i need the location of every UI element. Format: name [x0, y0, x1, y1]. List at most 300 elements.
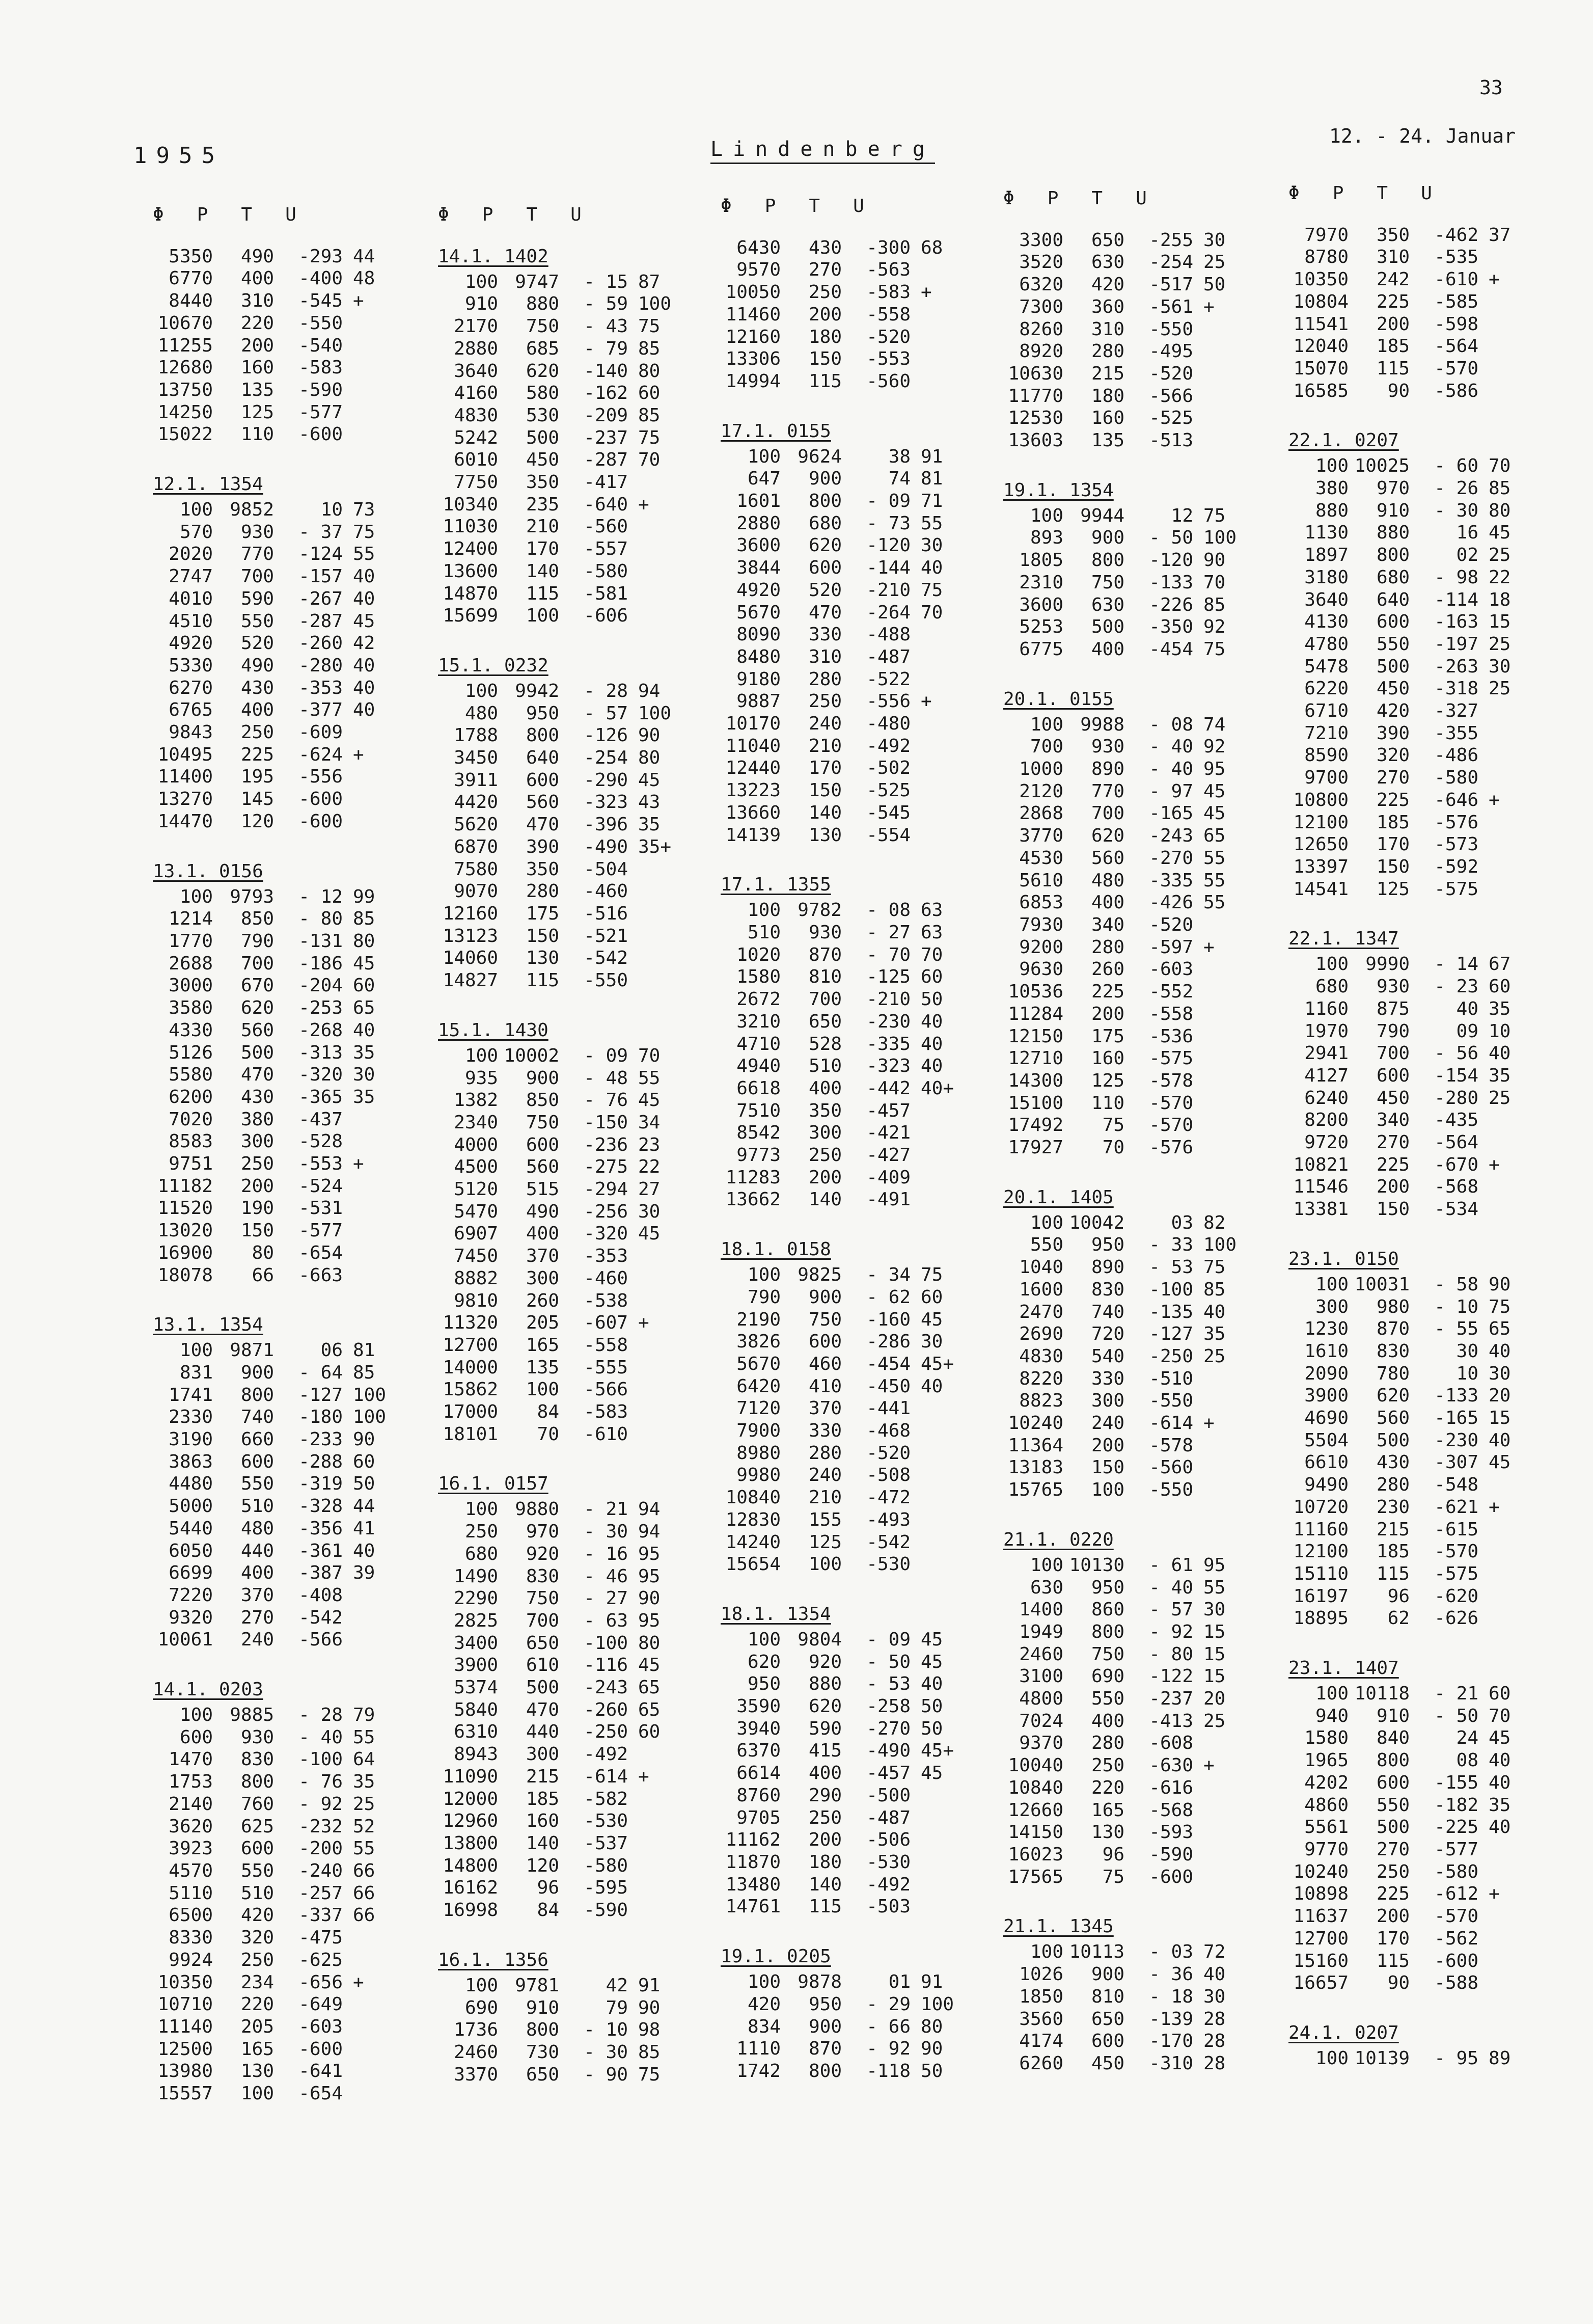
- data-cell: [1478, 313, 1514, 336]
- data-row: [438, 747, 664, 769]
- data-cell: 12830: [725, 1509, 781, 1530]
- data-cell: 240: [808, 713, 842, 735]
- data-cell: [911, 1807, 946, 1829]
- data-cell: 170: [526, 538, 559, 560]
- data-row: [1288, 678, 1514, 700]
- data-cell: 87: [638, 271, 661, 292]
- data-cell: 12000: [443, 1788, 498, 1809]
- data-cell: -654: [298, 2083, 343, 2104]
- data-cell: 3100: [1019, 1666, 1063, 1687]
- data-cell: 96: [1387, 1585, 1410, 1607]
- data-row: [1003, 1345, 1229, 1368]
- data-cell: 2868: [1019, 803, 1063, 824]
- data-cell: 13123: [443, 925, 498, 947]
- data-row: [153, 908, 378, 930]
- data-cell: 100: [464, 680, 498, 701]
- data-cell: 2020: [169, 544, 213, 565]
- sounding-section: [721, 1603, 954, 1918]
- data-cell: -646: [1434, 789, 1478, 810]
- data-cell: 280: [1091, 936, 1124, 958]
- data-cell: [628, 560, 664, 583]
- data-row: [438, 404, 664, 427]
- data-row: [721, 713, 946, 735]
- data-cell: 1230: [1304, 1318, 1349, 1340]
- data-cell: [911, 1487, 946, 1509]
- data-cell: -582: [584, 1788, 628, 1809]
- data-cell: 1020: [736, 944, 781, 965]
- data-row: [438, 724, 664, 747]
- data-row: [153, 565, 378, 588]
- data-cell: -155: [1434, 1772, 1478, 1793]
- data-row: [1003, 1577, 1229, 1599]
- data-cell: 9782: [798, 900, 842, 921]
- data-cell: 100: [464, 1499, 498, 1520]
- data-cell: 06: [320, 1340, 343, 1361]
- data-cell: 90: [638, 725, 661, 746]
- data-cell: 240: [1091, 1413, 1124, 1434]
- data-cell: 790: [240, 930, 274, 952]
- data-cell: - 43: [584, 316, 628, 337]
- data-cell: 2880: [736, 512, 781, 534]
- data-cell: 1000: [1019, 759, 1063, 780]
- data-cell: 10042: [1069, 1212, 1124, 1233]
- data-cell: [1478, 1131, 1514, 1154]
- data-cell: 50: [921, 1696, 943, 1717]
- data-cell: 880: [1376, 522, 1410, 544]
- data-row: [1288, 1474, 1514, 1496]
- data-cell: 90: [1387, 1972, 1410, 1994]
- data-cell: 800: [1091, 550, 1124, 571]
- data-cell: 100: [179, 499, 213, 521]
- data-cell: 50: [921, 1718, 943, 1739]
- data-cell: 500: [1376, 656, 1410, 677]
- data-cell: 100: [526, 1379, 559, 1400]
- data-cell: 45: [638, 1655, 661, 1676]
- data-row: [1288, 544, 1514, 566]
- data-cell: 650: [526, 1632, 559, 1654]
- data-cell: 50: [353, 1473, 375, 1495]
- data-cell: -320: [584, 1223, 628, 1245]
- data-row: [438, 1855, 664, 1877]
- data-row: [1003, 1754, 1229, 1777]
- data-cell: -287: [584, 449, 628, 471]
- data-row: [438, 516, 664, 538]
- data-row: [721, 1740, 954, 1762]
- data-cell: 75: [638, 427, 661, 448]
- data-cell: 45: [1489, 522, 1511, 544]
- data-cell: -545: [866, 802, 911, 823]
- data-cell: 510: [808, 1056, 842, 1077]
- data-cell: 5253: [1019, 616, 1063, 638]
- data-cell: 55: [1203, 892, 1226, 913]
- data-cell: 38: [888, 446, 911, 467]
- data-row: [1288, 1883, 1514, 1905]
- data-cell: -264: [866, 602, 911, 623]
- data-cell: 80: [252, 1242, 274, 1263]
- data-row: [721, 348, 946, 370]
- data-row: [438, 1201, 664, 1223]
- data-cell: [628, 471, 664, 494]
- data-cell: -226: [1149, 594, 1193, 615]
- data-cell: 225: [1376, 789, 1410, 810]
- data-cell: 11364: [1008, 1435, 1063, 1456]
- data-cell: -100: [298, 1749, 343, 1770]
- data-cell: [628, 605, 664, 627]
- data-cell: - 92: [1149, 1621, 1193, 1642]
- data-cell: -600: [298, 789, 343, 810]
- data-cell: - 61: [1149, 1554, 1193, 1576]
- data-row: [153, 1384, 387, 1407]
- data-cell: 10340: [443, 494, 498, 515]
- data-row: [721, 1442, 946, 1465]
- data-cell: 800: [1091, 1621, 1124, 1642]
- data-cell: +: [638, 1312, 649, 1334]
- data-cell: 45: [1203, 780, 1226, 802]
- data-cell: 10350: [157, 1971, 213, 1993]
- data-cell: 94: [638, 1521, 661, 1543]
- data-row: [153, 290, 378, 312]
- data-cell: 650: [808, 1011, 842, 1032]
- data-row: [153, 886, 378, 908]
- data-row: [153, 267, 378, 290]
- data-cell: - 16: [584, 1543, 628, 1564]
- data-cell: 270: [240, 1607, 274, 1628]
- data-cell: -126: [584, 725, 628, 746]
- data-cell: 8980: [736, 1442, 781, 1464]
- data-row: [1003, 1279, 1229, 1301]
- data-cell: 4830: [454, 404, 498, 426]
- data-cell: 280: [1091, 341, 1124, 362]
- data-cell: -560: [1149, 1457, 1193, 1478]
- data-cell: 400: [808, 1077, 842, 1099]
- data-cell: 74: [888, 468, 911, 490]
- data-cell: 430: [240, 677, 274, 698]
- data-cell: 180: [808, 326, 842, 347]
- data-cell: 125: [1376, 878, 1410, 900]
- data-cell: +: [638, 1766, 649, 1787]
- data-row: [721, 512, 946, 535]
- data-cell: [1478, 878, 1514, 901]
- data-cell: 92: [1203, 736, 1226, 758]
- data-cell: - 34: [866, 1264, 911, 1286]
- data-cell: 15557: [157, 2083, 213, 2104]
- data-cell: 10720: [1293, 1496, 1349, 1518]
- data-cell: 30: [1489, 656, 1511, 677]
- section-title: 14.1. 0203: [153, 1679, 263, 1700]
- data-cell: 100: [1030, 1554, 1063, 1576]
- data-cell: 280: [808, 1442, 842, 1464]
- data-cell: 9773: [736, 1145, 781, 1166]
- data-cell: 3640: [1304, 589, 1349, 610]
- data-cell: -230: [866, 1011, 911, 1032]
- data-row: [1003, 251, 1229, 274]
- data-row: [438, 1112, 664, 1134]
- data-cell: 1753: [169, 1771, 213, 1793]
- data-row: [1003, 936, 1229, 959]
- data-cell: 100: [179, 1340, 213, 1361]
- data-row: [1003, 407, 1229, 429]
- data-cell: 60: [638, 383, 661, 404]
- sounding-section: [721, 874, 954, 1211]
- data-cell: 750: [526, 1588, 559, 1609]
- data-cell: -250: [1149, 1345, 1193, 1367]
- data-cell: 80: [353, 930, 375, 952]
- section-title: 20.1. 1405: [1003, 1186, 1114, 1208]
- data-cell: 260: [1091, 959, 1124, 980]
- data-cell: 11870: [725, 1852, 781, 1873]
- data-cell: -413: [1149, 1710, 1193, 1732]
- data-cell: 9878: [798, 1971, 842, 1993]
- data-cell: 80: [921, 2016, 943, 2037]
- data-cell: 62: [1387, 1608, 1410, 1629]
- data-cell: 8823: [1019, 1390, 1063, 1412]
- data-cell: 71: [921, 491, 943, 512]
- data-cell: 17492: [1008, 1115, 1063, 1136]
- data-cell: 800: [808, 491, 842, 512]
- data-cell: 9885: [230, 1705, 274, 1726]
- data-cell: -640: [584, 494, 628, 515]
- data-cell: - 57: [1149, 1599, 1193, 1620]
- data-cell: [911, 668, 946, 691]
- data-row: [721, 326, 946, 348]
- data-row: [153, 1882, 378, 1905]
- column-header: Φ P T U: [153, 204, 296, 225]
- data-row: [1288, 1429, 1514, 1452]
- data-row: [721, 1993, 954, 2016]
- data-cell: 10800: [1293, 789, 1349, 810]
- data-cell: -550: [1149, 1479, 1193, 1501]
- data-cell: 800: [808, 2060, 842, 2082]
- data-cell: - 40: [1149, 759, 1193, 780]
- data-row: [1288, 246, 1514, 268]
- data-row: [1288, 1363, 1514, 1385]
- data-row: [438, 1587, 664, 1610]
- data-cell: -580: [584, 1855, 628, 1876]
- data-cell: 870: [1376, 1318, 1410, 1340]
- data-cell: -267: [298, 588, 343, 609]
- data-cell: 95: [1203, 1554, 1226, 1576]
- data-cell: 11030: [443, 516, 498, 537]
- data-cell: -542: [584, 948, 628, 969]
- section-title: 12.1. 1354: [153, 474, 263, 495]
- data-cell: 415: [808, 1740, 842, 1762]
- data-row: [438, 1357, 664, 1379]
- data-cell: 40: [353, 1540, 375, 1561]
- data-cell: [911, 646, 946, 668]
- data-row: [1288, 1496, 1514, 1519]
- data-cell: 2120: [1019, 780, 1063, 802]
- data-cell: 9490: [1304, 1474, 1349, 1496]
- data-row: [1288, 358, 1514, 380]
- data-row: [153, 677, 378, 699]
- data-cell: 4480: [169, 1473, 213, 1495]
- data-cell: 10130: [1069, 1554, 1124, 1576]
- data-cell: 9887: [736, 691, 781, 712]
- data-cell: 280: [1091, 1733, 1124, 1754]
- data-cell: [1478, 380, 1514, 402]
- data-row: [438, 1610, 664, 1632]
- data-row: [1288, 566, 1514, 589]
- data-cell: [1193, 1435, 1229, 1457]
- data-cell: 4127: [1304, 1065, 1349, 1086]
- data-cell: 370: [240, 1584, 274, 1606]
- data-cell: 185: [1376, 812, 1410, 833]
- data-cell: 9370: [1019, 1733, 1063, 1754]
- data-row: [721, 1829, 946, 1851]
- data-cell: -590: [298, 379, 343, 400]
- data-cell: 35: [353, 1771, 375, 1793]
- data-row: [1003, 1025, 1229, 1048]
- data-cell: 3600: [1019, 594, 1063, 615]
- data-cell: 800: [1376, 545, 1410, 566]
- data-row: [153, 1993, 378, 2016]
- data-cell: -232: [298, 1816, 343, 1837]
- data-cell: -157: [298, 566, 343, 587]
- data-row: [1288, 1683, 1514, 1705]
- data-cell: - 09: [866, 491, 911, 512]
- data-cell: 150: [526, 925, 559, 947]
- section-title: 17.1. 1355: [721, 874, 831, 896]
- data-cell: -323: [866, 1056, 911, 1077]
- data-row: [1288, 976, 1514, 998]
- data-cell: 1040: [1019, 1257, 1063, 1278]
- data-cell: [911, 1144, 946, 1167]
- data-cell: 45: [921, 1309, 943, 1330]
- data-cell: 4710: [736, 1033, 781, 1055]
- data-cell: 55: [1203, 847, 1226, 869]
- data-cell: 500: [1376, 1429, 1410, 1451]
- data-cell: -503: [866, 1896, 911, 1917]
- data-cell: 30: [1456, 1340, 1478, 1362]
- data-cell: 9781: [515, 1975, 559, 1996]
- data-cell: 720: [1091, 1323, 1124, 1345]
- data-row: [1003, 847, 1229, 870]
- data-cell: -475: [298, 1927, 343, 1949]
- data-cell: -441: [866, 1398, 911, 1419]
- data-cell: 160: [1091, 1048, 1124, 1069]
- data-cell: 50: [1203, 274, 1226, 295]
- data-cell: 28: [1203, 2031, 1226, 2052]
- data-cell: 4420: [454, 792, 498, 813]
- data-cell: 11520: [157, 1198, 213, 1219]
- data-cell: 620: [808, 535, 842, 556]
- data-cell: -630: [1149, 1755, 1193, 1776]
- data-cell: 85: [1489, 478, 1511, 499]
- data-cell: 520: [808, 579, 842, 601]
- data-cell: 15654: [725, 1554, 781, 1575]
- data-cell: [911, 757, 946, 779]
- data-cell: -550: [584, 970, 628, 991]
- data-row: [153, 699, 378, 721]
- data-cell: [343, 1584, 378, 1607]
- data-cell: 9880: [515, 1499, 559, 1520]
- data-cell: 6907: [454, 1223, 498, 1245]
- data-cell: 100: [1203, 527, 1237, 549]
- data-cell: -387: [298, 1562, 343, 1584]
- data-row: [153, 1748, 378, 1771]
- data-row: [438, 814, 664, 836]
- data-row: [438, 1267, 664, 1290]
- data-cell: 11283: [725, 1167, 781, 1188]
- data-row: [153, 1153, 378, 1175]
- data-row: [1003, 1710, 1229, 1733]
- data-cell: 7120: [736, 1398, 781, 1419]
- data-cell: 92: [1203, 616, 1226, 638]
- data-cell: 330: [808, 624, 842, 645]
- data-cell: -563: [866, 259, 911, 281]
- data-cell: 13603: [1008, 430, 1063, 451]
- data-cell: -293: [298, 246, 343, 267]
- data-cell: +: [1489, 1154, 1500, 1175]
- data-cell: [1193, 1137, 1229, 1159]
- data-cell: 30: [1489, 1363, 1511, 1384]
- data-cell: 10050: [725, 282, 781, 303]
- data-row: [153, 766, 378, 788]
- data-cell: 4330: [169, 1019, 213, 1041]
- data-cell: -554: [866, 824, 911, 846]
- data-cell: -287: [298, 610, 343, 632]
- data-cell: -257: [298, 1882, 343, 1904]
- column-header: Φ P T U: [721, 196, 864, 217]
- data-cell: 6050: [169, 1540, 213, 1561]
- data-cell: +: [353, 1153, 364, 1175]
- data-row: [721, 1487, 946, 1509]
- data-cell: 625: [240, 1816, 274, 1837]
- data-cell: -597: [1149, 936, 1193, 958]
- data-cell: - 97: [1149, 780, 1193, 802]
- data-cell: 280: [808, 668, 842, 690]
- data-cell: -263: [1434, 656, 1478, 677]
- data-row: [721, 579, 946, 602]
- data-cell: 400: [240, 1562, 274, 1584]
- data-cell: 66: [353, 1860, 375, 1881]
- data-cell: 65: [638, 1699, 661, 1720]
- data-cell: 110: [240, 424, 274, 445]
- data-row: [438, 360, 664, 383]
- data-cell: [1193, 1047, 1229, 1070]
- data-cell: 90: [1387, 380, 1410, 401]
- data-cell: 45+: [921, 1740, 954, 1762]
- data-cell: -323: [584, 792, 628, 813]
- data-cell: -558: [866, 304, 911, 325]
- date-range: 12. - 24. Januar: [1329, 125, 1516, 147]
- sounding-section: [438, 1949, 664, 2086]
- data-cell: 135: [526, 1357, 559, 1378]
- data-cell: [1478, 1928, 1514, 1950]
- data-cell: 12700: [1293, 1928, 1349, 1949]
- data-cell: 4160: [454, 383, 498, 404]
- data-cell: -260: [584, 1699, 628, 1720]
- data-cell: [628, 1423, 664, 1446]
- data-cell: -486: [1434, 745, 1478, 766]
- data-cell: 45: [921, 1629, 943, 1650]
- data-cell: 225: [1376, 1154, 1410, 1175]
- data-cell: 200: [1091, 1435, 1124, 1456]
- data-cell: [1193, 914, 1229, 936]
- data-cell: - 98: [1434, 566, 1478, 588]
- data-cell: 6765: [169, 699, 213, 721]
- data-row: [1003, 714, 1229, 736]
- data-cell: 100: [464, 1975, 498, 1996]
- data-cell: 700: [240, 953, 274, 974]
- data-cell: 75: [1102, 1115, 1124, 1136]
- data-cell: 130: [526, 948, 559, 969]
- data-cell: -534: [1434, 1199, 1478, 1220]
- data-cell: 160: [240, 357, 274, 379]
- data-row: [721, 446, 946, 468]
- data-cell: [1478, 1839, 1514, 1861]
- data-row: [721, 1785, 946, 1807]
